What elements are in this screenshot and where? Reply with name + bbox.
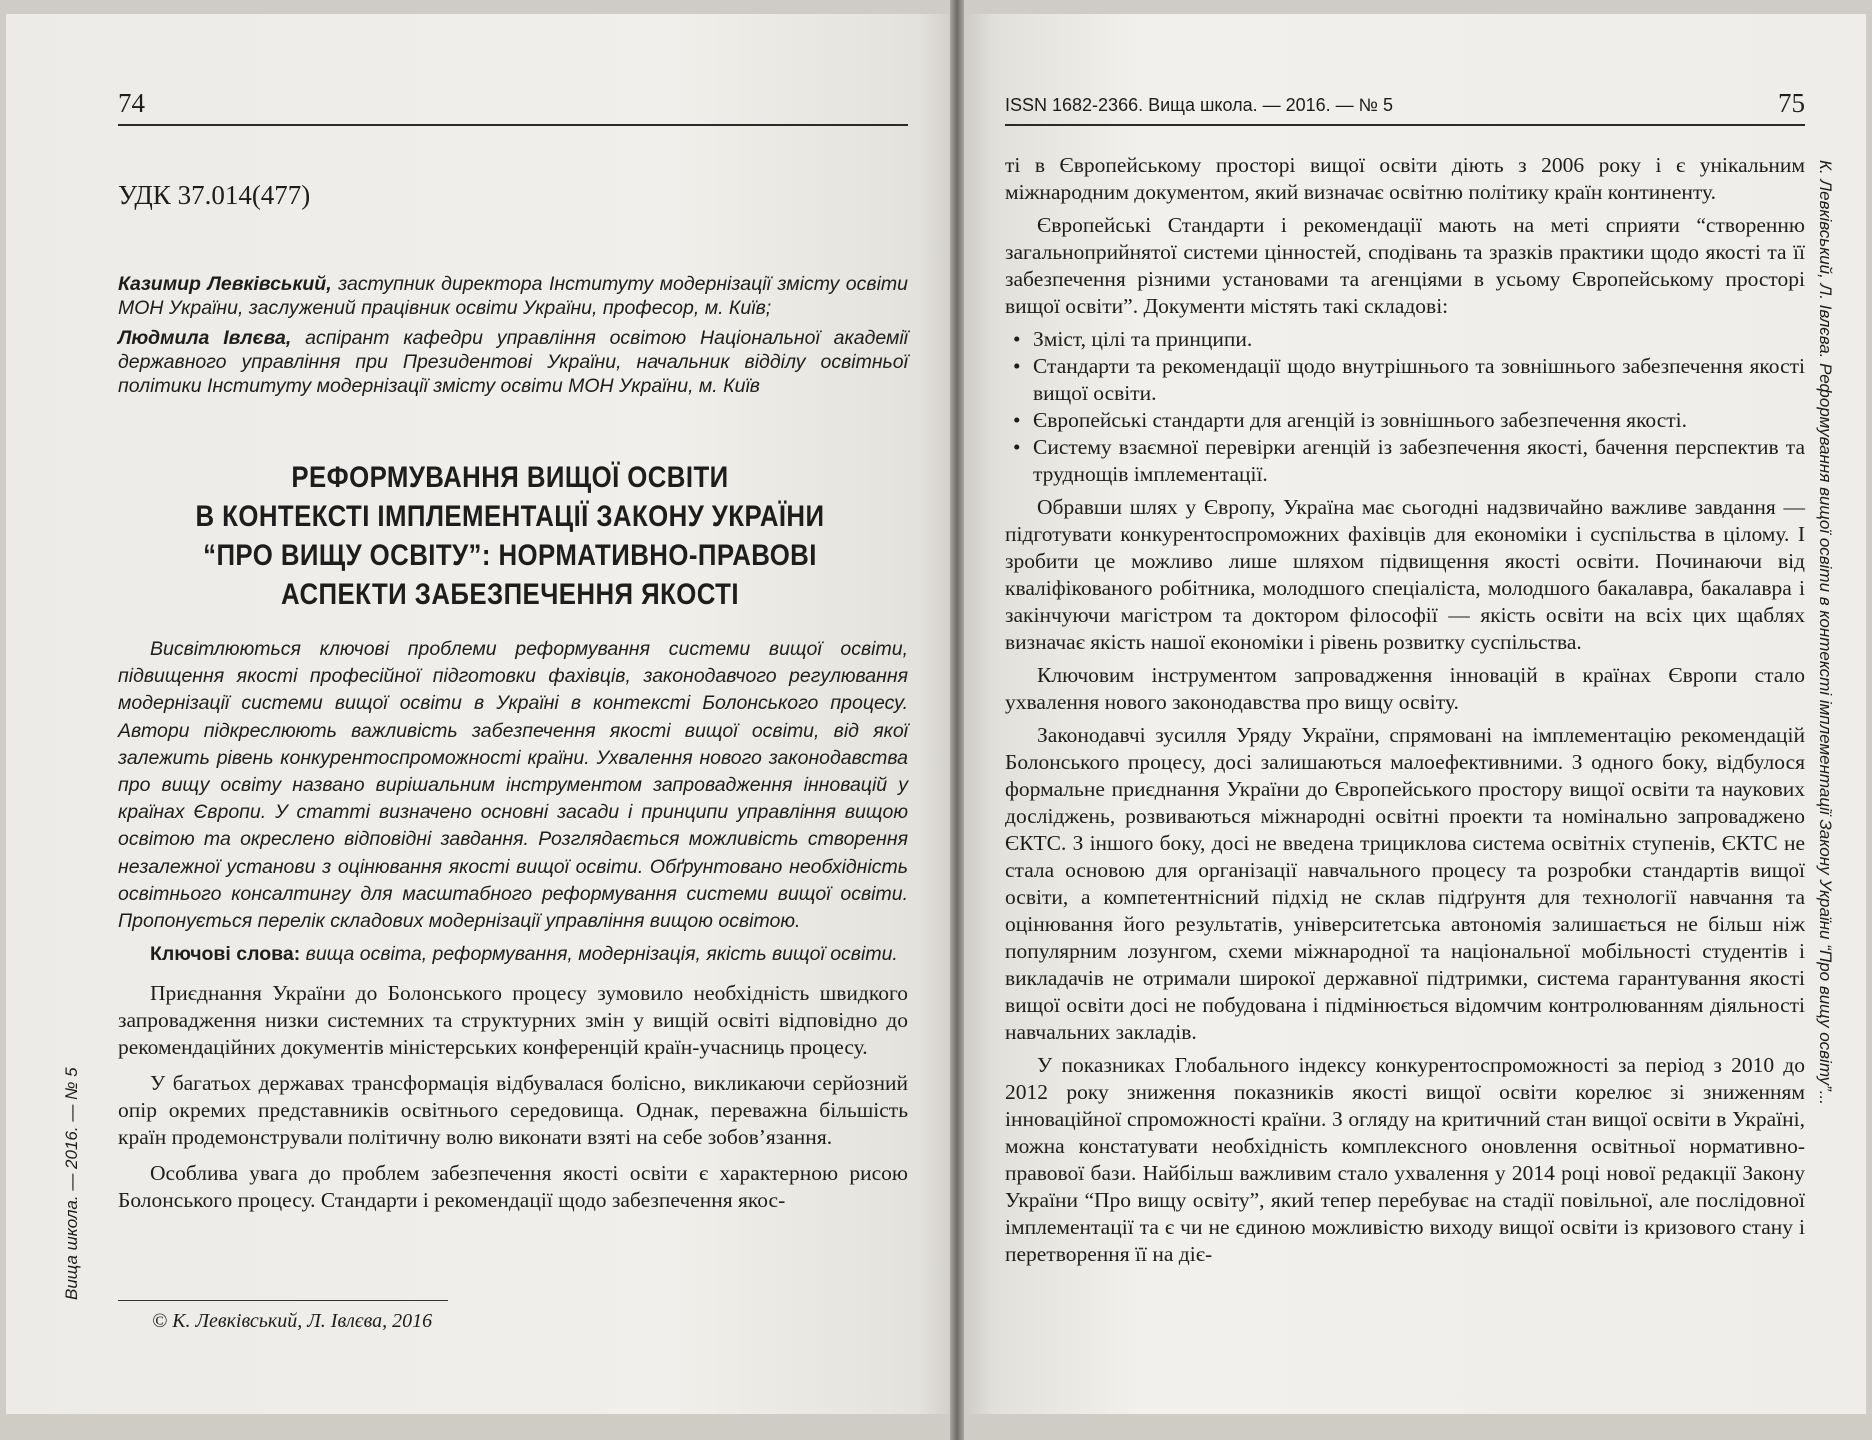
author-2-name: Людмила Івлєва,	[118, 327, 292, 349]
abstract: Висвітлюються ключові проблеми реформування системи вищої освіти, підвищення якості професійної підготовки фахівців, законодавчого регулювання модернізації системи вищої освіти в Україні в контексті Болонського процесу. Автори підкреслюють важливість забезпечення якості вищої освіти, від якої залежить рівень конкурентоспроможності країни. Ухвалення нового законодавства про вищу освіту названо вирішальним інструментом запровадження інновацій у країнах Європи. У статті визначено основні засади і принципи управління вищою освітою та окреслено відповідні завдання. Розглядається можливість створення незалежної установи з оцінювання якості вищої освіти. Обґрунтовано необхідність освітнього консалтингу для масштабного реформування системи вищої освіти. Пропонується перелік складових модернізації управління вищою освітою.	[118, 638, 908, 933]
list-item: • Зміст, цілі та принципи.	[1005, 326, 1805, 353]
title-line-4: АСПЕКТИ ЗАБЕЗПЕЧЕННЯ ЯКОСТІ	[281, 578, 739, 611]
left-body	[118, 980, 908, 1223]
right-paragraph-1: ті в Європейському просторі вищої освіти діють з 2006 року і є унікальним міжнародним документом, який визначає освітню політику країн континенту.	[1005, 153, 1805, 204]
book-spine	[950, 0, 964, 1440]
right-paragraph-4: Ключовим інструментом запровадження інновацій в країнах Європи стало ухвалення нового законодавства про вищу освіту.	[1005, 663, 1805, 714]
right-paragraph-2: Європейські Стандарти і рекомендації мають на меті сприяти “створенню загальноприйнятої системи цінностей, сподівань та зразків практики щодо якості та її забезпечення різними установами та агенціями в усьому Європейському просторі вищої освіти”. Документи містять такі складові:	[1005, 213, 1805, 318]
keywords-label: Ключові слова:	[150, 943, 301, 965]
article-title	[192, 458, 828, 614]
right-page-number: 75	[1778, 88, 1805, 118]
keywords-value: вища освіта, реформування, модернізація, якість вищої освіти.	[300, 943, 898, 965]
author-2-details: аспірант кафедри управління освітою Національної академії державного управління при Президентові України, начальник відділу освітньої політики Інституту модернізації змісту освіти МОН України, м. Київ	[118, 327, 909, 397]
title-line-2: В КОНТЕКСТІ ІМПЛЕМЕНТАЦІЇ ЗАКОНУ УКРАЇНИ	[195, 500, 825, 533]
keywords	[118, 943, 908, 966]
author-2	[118, 326, 908, 398]
right-body	[1005, 152, 1805, 1274]
author-1	[118, 272, 908, 320]
left-paragraph-3: Особлива увага до проблем забезпечення якості освіти є характерною рисою Болонського процесу. Стандарти і рекомендації щодо забезпечення якос-	[118, 1161, 908, 1212]
title-line-3: “ПРО ВИЩУ ОСВІТУ”: НОРМАТИВНО-ПРАВОВІ	[203, 539, 817, 572]
right-header-rule	[1005, 124, 1805, 126]
right-paragraph-5: Законодавчі зусилля Уряду України, спрямовані на імплементацію рекомендацій Болонського процесу, досі залишаються малоефективними. З одного боку, відбулося формальне приєднання України до Європейського простору вищої освіти та наукових досліджень, розвиваються міжнародні освітні проекти та номінально запроваджено ЄКТС. З іншого боку, досі не введена трициклова система освітніх ступенів, ЄКТС не стала основою для організації навчального процесу та розробки стандартів вищої освіти, а компетентнісний підхід не склав підґрунтя для технології навчання та оцінювання його результатів, університетська автономія залишається не більш ніж популярним лозунгом, схеми міжнародної та національної мобільності студентів і викладачів не отримали широкої державної підтримки, система гарантування якості вищої освіти досі не побудована і підмінюється відомчим контролюванням діяльності навчальних закладів.	[1005, 723, 1805, 1044]
left-header-rule	[118, 124, 908, 126]
list-item: • Стандарти та рекомендації щодо внутрішнього та зовнішнього забезпечення якості вищої освіти.	[1005, 353, 1805, 407]
journal-header: ISSN 1682-2366. Вища школа. — 2016. — № 5	[1005, 95, 1393, 115]
list-item: • Європейські стандарти для агенцій із зовнішнього забезпечення якості.	[1005, 407, 1805, 434]
left-side-label: Вища школа. — 2016. — № 5	[62, 1067, 81, 1300]
copyright-note: © К. Левківський, Л. Івлєва, 2016	[152, 1310, 433, 1332]
right-paragraph-3: Обравши шлях у Європу, Україна має сьогодні надзвичайно важливе завдання — підготувати конкурентоспроможних фахівців для економіки і суспільства в цілому. І зробити це можливо лише шляхом підвищення якості освіти. Починаючи від кваліфікованого робітника, молодшого спеціаліста, молодшого бакалавра, бакалавра і закінчуючи магістром та доктором філософії — якість освіти на всіх цих щаблях визначає якість нашої економіки і рівень розвитку суспільства.	[1005, 495, 1805, 654]
components-list	[1005, 326, 1805, 488]
left-paragraph-1: Приєднання України до Болонського процесу зумовило необхідність швидкого запровадження низки системних та структурних змін у вищій освіті відповідно до рекомендаційних документів міністерських конференцій країн-учасниць процесу.	[118, 981, 908, 1059]
right-side-label: К. Левківський, Л. Івлєва. Реформування вищої освіти в контексті імплементації Закону України “Про вищу освіту”...	[1816, 160, 1835, 1105]
udc-code: УДК 37.014(477)	[118, 180, 311, 210]
copyright-rule	[118, 1300, 448, 1301]
left-paragraph-2: У багатьох державах трансформація відбувалася болісно, викликаючи серйозний опір окремих представників освітнього середовища. Однак, переважна більшість країн продемонстрували політичну волю виконати взяті на себе зобов’язання.	[118, 1071, 908, 1149]
right-paragraph-6: У показниках Глобального індексу конкурентоспроможності за період з 2010 до 2012 року зниження показників якості вищої освіти корелює зі зниженням інноваційної спроможності країни. З огляду на критичний стан вищої освіти в Україні, можна констатувати необхідність комплексного оновлення освітньої нормативно-правової бази. Найбільш важливим стало ухвалення у 2014 році нової редакції Закону України “Про вищу освіту”, який тепер перебуває на стадії повільної, але послідовної імплементації та є чи не єдиною можливістю виходу вищої освіти із кризового стану і перетворення її на діє-	[1005, 1053, 1805, 1266]
list-item: • Систему взаємної перевірки агенцій із забезпечення якості, бачення перспектив та труднощів імплементації.	[1005, 434, 1805, 488]
author-1-details: заступник директора Інституту модернізації змісту освіти МОН України, заслужений працівник освіти України, професор, м. Київ;	[118, 273, 908, 319]
title-line-1: РЕФОРМУВАННЯ ВИЩОЇ ОСВІТИ	[291, 461, 729, 494]
left-page-number: 74	[118, 88, 145, 118]
author-1-name: Казимир Левківський,	[118, 273, 332, 295]
